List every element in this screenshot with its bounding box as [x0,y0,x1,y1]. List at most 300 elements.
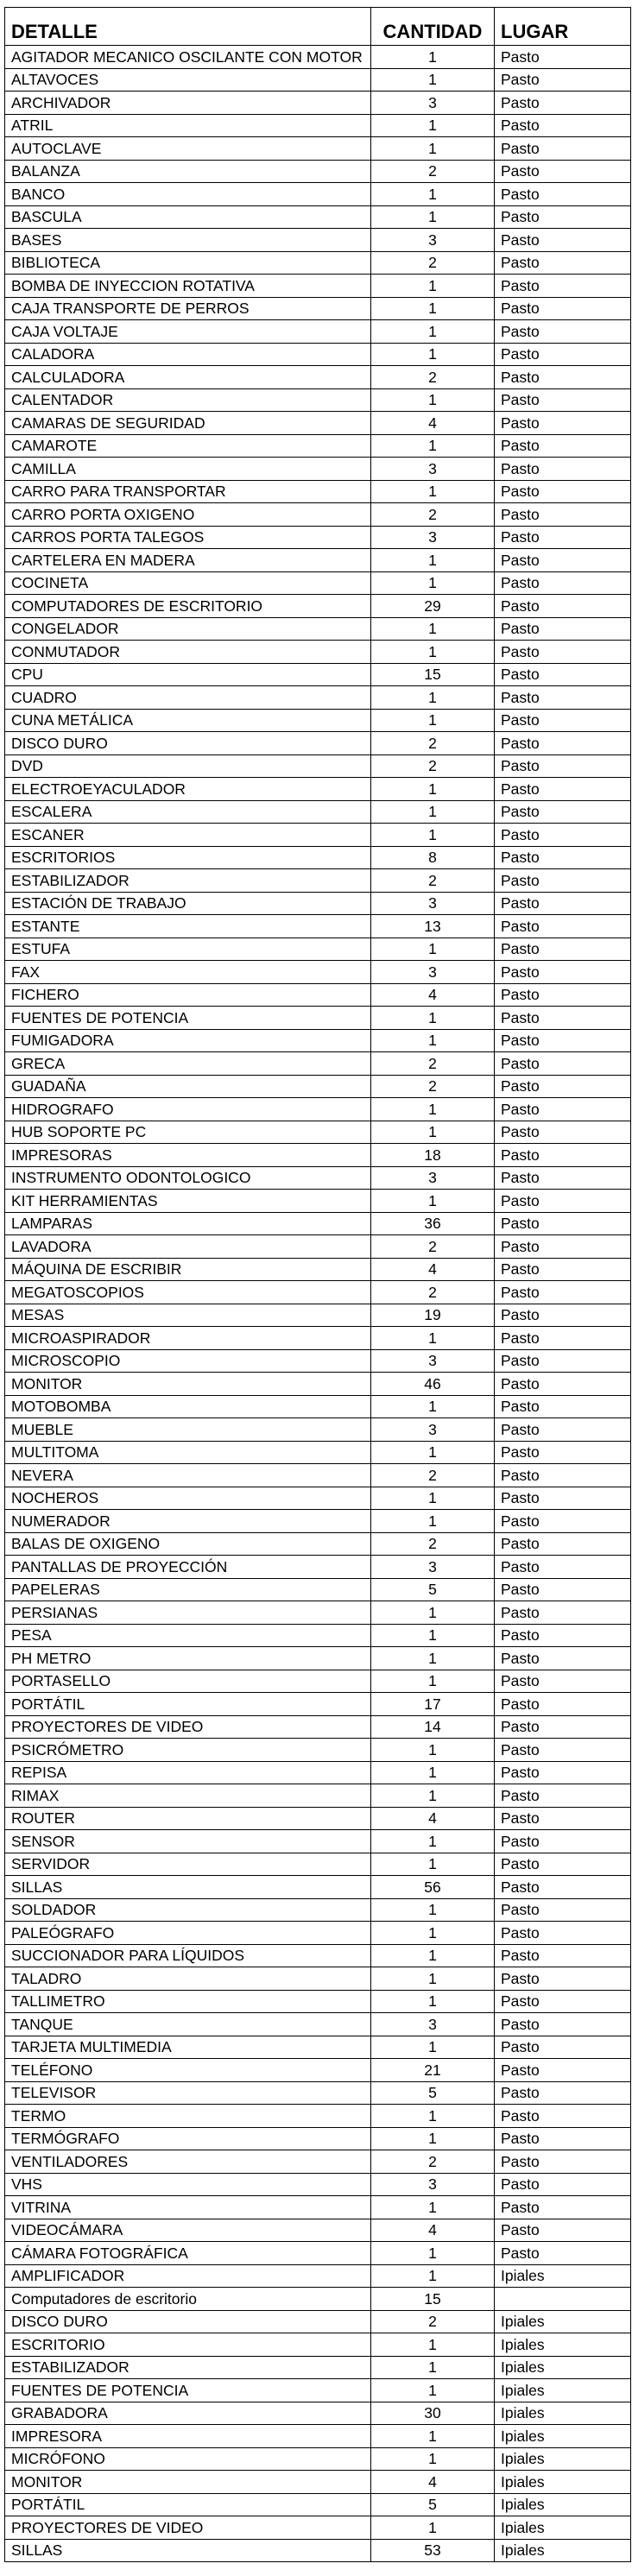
cell-lugar: Pasto [495,1052,631,1076]
cell-detalle: PORTASELLO [5,1670,371,1693]
cell-detalle: FUENTES DE POTENCIA [5,1007,371,1030]
table-row [5,2471,631,2494]
cell-lugar: Pasto [495,1029,631,1052]
cell-detalle: TARJETA MULTIMEDIA [5,2036,371,2059]
cell-lugar: Pasto [495,1647,631,1670]
cell-lugar: Pasto [495,549,631,572]
cell-lugar: Ipiales [495,2310,631,2333]
table-row [5,1258,631,1281]
table-row [5,2150,631,2174]
cell-detalle: GRECA [5,1052,371,1076]
cell-lugar: Pasto [495,251,631,275]
cell-cantidad: 1 [371,114,495,137]
table-row [5,915,631,938]
cell-cantidad: 4 [371,1258,495,1281]
cell-cantidad: 1 [371,1601,495,1625]
cell-lugar: Pasto [495,2036,631,2059]
table-row [5,1441,631,1464]
table-row [5,686,631,710]
cell-detalle: LAVADORA [5,1235,371,1259]
cell-lugar: Pasto [495,1715,631,1739]
cell-detalle: ARCHIVADOR [5,92,371,115]
cell-cantidad: 1 [371,800,495,824]
cell-detalle: FUMIGADORA [5,1029,371,1052]
cell-detalle: PROYECTORES DE VIDEO [5,2516,371,2540]
cell-cantidad: 2 [371,869,495,893]
table-row [5,1693,631,1716]
table-row [5,480,631,503]
cell-lugar: Pasto [495,2013,631,2036]
cell-detalle: CARTELERA EN MADERA [5,549,371,572]
cell-cantidad: 1 [371,480,495,503]
cell-cantidad: 1 [371,1944,495,1967]
cell-lugar: Pasto [495,1441,631,1464]
cell-lugar: Ipiales [495,2471,631,2494]
table-row [5,1327,631,1350]
cell-lugar: Ipiales [495,2333,631,2357]
cell-detalle: MÁQUINA DE ESCRIBIR [5,1258,371,1281]
cell-lugar: Pasto [495,1487,631,1510]
header-detalle: DETALLE [5,8,371,46]
table-row [5,320,631,344]
table-row [5,800,631,824]
cell-lugar: Pasto [495,1967,631,1991]
cell-detalle: CUNA METÁLICA [5,709,371,732]
cell-detalle: SOLDADOR [5,1898,371,1922]
cell-cantidad: 2 [371,754,495,778]
cell-lugar: Pasto [495,1578,631,1601]
cell-detalle: CARRO PORTA OXIGENO [5,503,371,527]
cell-detalle: SUCCIONADOR PARA LÍQUIDOS [5,1944,371,1967]
cell-lugar: Pasto [495,938,631,961]
table-row [5,137,631,161]
cell-detalle: HIDROGRAFO [5,1098,371,1121]
cell-lugar: Ipiales [495,2425,631,2448]
table-row [5,2539,631,2562]
table-row [5,1007,631,1030]
cell-cantidad: 3 [371,1166,495,1190]
cell-detalle: ESCALERA [5,800,371,824]
cell-detalle: MULTITOMA [5,1441,371,1464]
table-row [5,1647,631,1670]
cell-cantidad: 1 [371,686,495,710]
cell-detalle: MUEBLE [5,1418,371,1442]
table-row [5,1739,631,1762]
cell-detalle: RIMAX [5,1784,371,1808]
cell-detalle: ESTACIÓN DE TRABAJO [5,892,371,915]
table-row [5,2196,631,2219]
table-row [5,1990,631,2013]
table-row [5,68,631,92]
cell-detalle: ESCANER [5,824,371,847]
cell-detalle: TANQUE [5,2013,371,2036]
cell-detalle: VENTILADORES [5,2150,371,2174]
cell-lugar: Pasto [495,2173,631,2196]
table-row [5,1670,631,1693]
cell-lugar: Pasto [495,458,631,481]
cell-detalle: ELECTROEYACULADOR [5,778,371,801]
table-row [5,892,631,915]
cell-detalle: MESAS [5,1304,371,1327]
cell-cantidad: 1 [371,2264,495,2288]
table-row [5,2059,631,2082]
cell-cantidad: 1 [371,1739,495,1762]
cell-detalle: CAJA TRANSPORTE DE PERROS [5,297,371,320]
cell-detalle: REPISA [5,1761,371,1784]
table-row [5,503,631,527]
cell-cantidad: 1 [371,2196,495,2219]
cell-cantidad: 1 [371,571,495,595]
cell-lugar: Pasto [495,2105,631,2128]
cell-lugar: Pasto [495,983,631,1007]
cell-cantidad: 53 [371,2539,495,2562]
cell-lugar: Pasto [495,1807,631,1830]
cell-lugar: Pasto [495,412,631,435]
table-row [5,1418,631,1442]
table-row [5,2173,631,2196]
cell-lugar: Ipiales [495,2539,631,2562]
cell-cantidad: 1 [371,2036,495,2059]
cell-detalle: DVD [5,754,371,778]
cell-cantidad: 18 [371,1144,495,1167]
cell-lugar: Ipiales [495,2264,631,2288]
cell-cantidad: 1 [371,1990,495,2013]
cell-cantidad: 1 [371,434,495,458]
cell-cantidad: 2 [371,503,495,527]
table-row [5,205,631,229]
cell-detalle: MICRÓFONO [5,2447,371,2471]
cell-lugar: Ipiales [495,2379,631,2402]
cell-detalle: CONMUTADOR [5,641,371,664]
cell-lugar: Pasto [495,1373,631,1396]
cell-cantidad: 1 [371,1395,495,1418]
table-row [5,1052,631,1076]
cell-lugar: Ipiales [495,2447,631,2471]
cell-cantidad: 30 [371,2402,495,2425]
cell-lugar: Pasto [495,160,631,183]
cell-detalle: TELEVISOR [5,2081,371,2105]
cell-detalle: ESCRITORIOS [5,846,371,869]
cell-detalle: MICROASPIRADOR [5,1327,371,1350]
cell-detalle: GRABADORA [5,2402,371,2425]
table-row [5,869,631,893]
cell-cantidad: 1 [371,68,495,92]
table-row [5,297,631,320]
cell-detalle: CALCULADORA [5,366,371,389]
cell-cantidad: 1 [371,343,495,366]
cell-detalle: PANTALLAS DE PROYECCIÓN [5,1556,371,1579]
cell-detalle: MICROSCOPIO [5,1349,371,1373]
cell-cantidad: 1 [371,2516,495,2540]
cell-lugar: Pasto [495,1098,631,1121]
cell-lugar: Ipiales [495,2516,631,2540]
cell-lugar [495,2288,631,2311]
cell-cantidad: 1 [371,2379,495,2402]
table-row [5,1944,631,1967]
cell-cantidad: 1 [371,297,495,320]
cell-cantidad: 1 [371,2242,495,2265]
cell-cantidad: 1 [371,2127,495,2150]
table-row [5,732,631,755]
cell-detalle: PESA [5,1624,371,1647]
cell-detalle: HUB SOPORTE PC [5,1121,371,1144]
table-row [5,46,631,69]
cell-detalle: MONITOR [5,1373,371,1396]
cell-cantidad: 1 [371,1898,495,1922]
table-row [5,2310,631,2333]
cell-lugar: Pasto [495,68,631,92]
cell-cantidad: 2 [371,160,495,183]
cell-detalle: BOMBA DE INYECCION ROTATIVA [5,275,371,298]
cell-cantidad: 13 [371,915,495,938]
cell-detalle: NEVERA [5,1464,371,1487]
cell-lugar: Pasto [495,869,631,893]
cell-lugar: Pasto [495,892,631,915]
cell-cantidad: 1 [371,275,495,298]
cell-detalle: AGITADOR MECANICO OSCILANTE CON MOTOR [5,46,371,69]
cell-cantidad: 1 [371,549,495,572]
cell-cantidad: 1 [371,709,495,732]
cell-lugar: Pasto [495,663,631,686]
cell-detalle: CAMAROTE [5,434,371,458]
cell-lugar: Pasto [495,2059,631,2082]
cell-lugar: Pasto [495,1007,631,1030]
cell-lugar: Pasto [495,1624,631,1647]
cell-detalle: GUADAÑA [5,1075,371,1098]
cell-detalle: ROUTER [5,1807,371,1830]
cell-detalle: CAMARAS DE SEGURIDAD [5,412,371,435]
table-row [5,846,631,869]
cell-cantidad: 1 [371,388,495,412]
cell-lugar: Pasto [495,1922,631,1945]
table-row [5,1967,631,1991]
cell-cantidad: 1 [371,183,495,206]
cell-detalle: MOTOBOMBA [5,1395,371,1418]
table-row [5,709,631,732]
cell-lugar: Pasto [495,1510,631,1533]
cell-lugar: Pasto [495,2196,631,2219]
cell-detalle: CARRO PARA TRANSPORTAR [5,480,371,503]
table-row [5,183,631,206]
cell-lugar: Pasto [495,1258,631,1281]
table-row [5,1556,631,1579]
table-row [5,275,631,298]
cell-cantidad: 19 [371,1304,495,1327]
table-row [5,251,631,275]
cell-detalle: SERVIDOR [5,1853,371,1876]
cell-detalle: ATRIL [5,114,371,137]
table-row [5,1510,631,1533]
table-row [5,2516,631,2540]
cell-lugar: Pasto [495,846,631,869]
cell-detalle: INSTRUMENTO ODONTOLOGICO [5,1166,371,1190]
cell-cantidad: 4 [371,2471,495,2494]
cell-lugar: Pasto [495,1190,631,1213]
table-row [5,2264,631,2288]
table-row [5,1898,631,1922]
cell-cantidad: 5 [371,2493,495,2516]
cell-lugar: Pasto [495,1830,631,1853]
table-row [5,1029,631,1052]
cell-cantidad: 5 [371,1578,495,1601]
cell-cantidad: 1 [371,1098,495,1121]
cell-lugar: Pasto [495,2219,631,2242]
cell-cantidad: 4 [371,1807,495,1830]
cell-lugar: Pasto [495,1532,631,1556]
cell-cantidad: 1 [371,1510,495,1533]
cell-detalle: Computadores de escritorio [5,2288,371,2311]
cell-lugar: Pasto [495,1990,631,2013]
table-row [5,1098,631,1121]
cell-cantidad: 1 [371,641,495,664]
table-row [5,1853,631,1876]
table-row [5,1235,631,1259]
cell-detalle: FICHERO [5,983,371,1007]
cell-lugar: Pasto [495,732,631,755]
cell-detalle: CALENTADOR [5,388,371,412]
cell-lugar: Pasto [495,1556,631,1579]
cell-cantidad: 3 [371,2173,495,2196]
cell-cantidad: 1 [371,2356,495,2379]
cell-lugar: Pasto [495,1418,631,1442]
cell-cantidad: 3 [371,92,495,115]
table-row [5,388,631,412]
cell-cantidad: 3 [371,892,495,915]
cell-lugar: Pasto [495,366,631,389]
table-row [5,2127,631,2150]
header-lugar: LUGAR [495,8,631,46]
cell-cantidad: 1 [371,205,495,229]
cell-detalle: BASCULA [5,205,371,229]
cell-detalle: TERMÓGRAFO [5,2127,371,2150]
cell-detalle: IMPRESORAS [5,1144,371,1167]
cell-lugar: Pasto [495,1853,631,1876]
table-row [5,1373,631,1396]
table-row [5,1281,631,1304]
cell-lugar: Pasto [495,275,631,298]
table-row [5,1395,631,1418]
cell-cantidad: 8 [371,846,495,869]
table-row [5,595,631,618]
cell-detalle: ESCRITORIO [5,2333,371,2357]
cell-cantidad: 1 [371,1190,495,1213]
cell-lugar: Pasto [495,183,631,206]
cell-cantidad: 56 [371,1876,495,1899]
table-row [5,2036,631,2059]
cell-detalle: COCINETA [5,571,371,595]
cell-detalle: DISCO DURO [5,2310,371,2333]
cell-detalle: FUENTES DE POTENCIA [5,2379,371,2402]
table-row [5,2447,631,2471]
table-row [5,1784,631,1808]
cell-lugar: Pasto [495,1349,631,1373]
table-row [5,1624,631,1647]
cell-lugar: Pasto [495,961,631,984]
table-row [5,1761,631,1784]
cell-lugar: Pasto [495,1464,631,1487]
cell-lugar: Pasto [495,641,631,664]
cell-lugar: Pasto [495,571,631,595]
cell-lugar: Ipiales [495,2493,631,2516]
table-row [5,1464,631,1487]
cell-lugar: Pasto [495,2242,631,2265]
cell-detalle: CUADRO [5,686,371,710]
table-row [5,1578,631,1601]
table-row [5,983,631,1007]
table-row [5,1121,631,1144]
cell-lugar: Pasto [495,114,631,137]
cell-detalle: CPU [5,663,371,686]
cell-cantidad: 1 [371,1853,495,1876]
table-row [5,2493,631,2516]
cell-lugar: Pasto [495,824,631,847]
cell-detalle: MONITOR [5,2471,371,2494]
table-row [5,1532,631,1556]
header-cantidad: CANTIDAD [371,8,495,46]
cell-detalle: TALLIMETRO [5,1990,371,2013]
cell-cantidad: 1 [371,938,495,961]
cell-cantidad: 1 [371,1670,495,1693]
cell-cantidad: 21 [371,2059,495,2082]
table-row [5,571,631,595]
cell-lugar: Pasto [495,1327,631,1350]
table-row [5,1144,631,1167]
cell-detalle: PAPELERAS [5,1578,371,1601]
cell-lugar: Pasto [495,1395,631,1418]
cell-lugar: Pasto [495,1876,631,1899]
table-row [5,2402,631,2425]
cell-cantidad: 2 [371,1235,495,1259]
cell-lugar: Pasto [495,1281,631,1304]
cell-detalle: ESTABILIZADOR [5,869,371,893]
cell-lugar: Pasto [495,343,631,366]
cell-cantidad: 2 [371,366,495,389]
table-row [5,2013,631,2036]
cell-cantidad: 3 [371,229,495,252]
cell-lugar: Pasto [495,205,631,229]
table-row [5,229,631,252]
cell-cantidad: 1 [371,137,495,161]
table-row [5,458,631,481]
cell-lugar: Pasto [495,1739,631,1762]
cell-detalle: SILLAS [5,2539,371,2562]
cell-detalle: VHS [5,2173,371,2196]
cell-detalle: FAX [5,961,371,984]
table-row [5,1166,631,1190]
cell-lugar: Pasto [495,1235,631,1259]
cell-cantidad: 1 [371,2105,495,2128]
table-row [5,1715,631,1739]
cell-cantidad: 1 [371,1761,495,1784]
cell-cantidad: 3 [371,1349,495,1373]
table-row [5,2356,631,2379]
cell-lugar: Pasto [495,1166,631,1190]
cell-detalle: TALADRO [5,1967,371,1991]
cell-detalle: PH METRO [5,1647,371,1670]
cell-detalle: BIBLIOTECA [5,251,371,275]
cell-cantidad: 1 [371,320,495,344]
table-row [5,2425,631,2448]
cell-lugar: Pasto [495,1670,631,1693]
cell-cantidad: 1 [371,778,495,801]
table-row [5,1830,631,1853]
cell-cantidad: 2 [371,1281,495,1304]
cell-lugar: Pasto [495,92,631,115]
cell-detalle: PERSIANAS [5,1601,371,1625]
cell-cantidad: 15 [371,663,495,686]
cell-detalle: VITRINA [5,2196,371,2219]
cell-lugar: Ipiales [495,2356,631,2379]
